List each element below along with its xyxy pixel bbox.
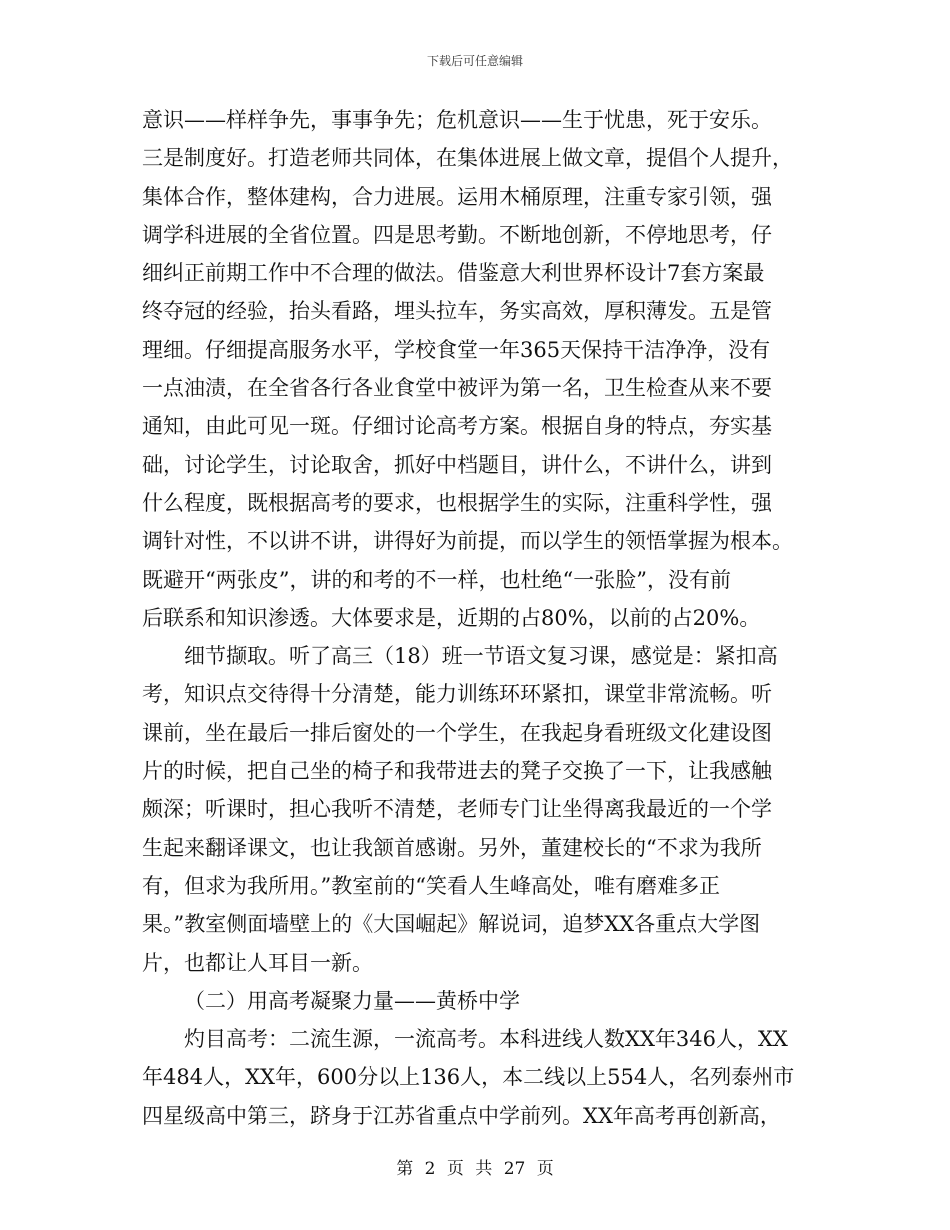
text-line: 意识——样样争先，事事争先；危机意识——生于忧患，死于安乐。	[142, 108, 772, 132]
text-line: 四星级高中第三，跻身于江苏省重点中学前列。XX年高考再创新高，	[142, 1103, 781, 1128]
text-line: 细纠正前期工作中不合理的做法。借鉴意大利世界杯设计7套方案最	[142, 261, 765, 286]
text-line: 年484人，XX年，600分以上136人，本二线以上554人，名列泰州市	[142, 1065, 795, 1090]
page-header: 下载后可任意编辑	[426, 54, 523, 68]
text-line: 三是制度好。打造老师共同体，在集体进展上做文章，提倡个人提升，	[142, 146, 793, 171]
page-number-footer: 第 2 页 共 27 页	[396, 1159, 554, 1179]
text-line: 通知，由此可见一斑。仔细讨论高考方案。根据自身的特点，夯实基	[142, 414, 772, 439]
document-body	[142, 101, 812, 1135]
paragraph-start-line: 灼目高考：二流生源，一流高考。本科进线人数XX年346人，XX	[184, 1027, 788, 1052]
text-line: 理细。仔细提高服务水平，学校食堂一年365天保持干洁净净，没有	[142, 337, 771, 362]
text-line: 调学科进展的全省位置。四是思考勤。不断地创新，不停地思考，仔	[142, 222, 772, 247]
text-line: 考，知识点交待得十分清楚，能力训练环环紧扣，课堂非常流畅。听	[142, 682, 772, 707]
paragraph-start-line: 细节撷取。听了高三（18）班一节语文复习课，感觉是：紧扣高	[184, 644, 778, 669]
text-line: 础，讨论学生，讨论取舍，抓好中档题目，讲什么，不讲什么，讲到	[142, 452, 772, 477]
text-line: 果。”教室侧面墙壁上的《大国崛起》解说词，追梦XX各重点大学图	[142, 912, 761, 937]
text-line: 片，也都让人耳目一新。	[142, 950, 373, 975]
text-line: 一点油渍，在全省各行各业食堂中被评为第一名，卫生检查从来不要	[142, 376, 772, 401]
text-line: 集体合作，整体建构，合力进展。运用木桶原理，注重专家引领，强	[142, 184, 772, 209]
text-line: 有，但求为我所用。”教室前的“笑看人生峰高处，唯有磨难多正	[142, 873, 720, 898]
text-line: 什么程度，既根据高考的要求，也根据学生的实际，注重科学性，强	[142, 490, 772, 515]
text-line: 后联系和知识渗透。大体要求是，近期的占80%，以前的占20%。	[142, 605, 761, 630]
section-heading: （二）用高考凝聚力量——黄桥中学	[184, 988, 520, 1013]
text-line: 终夺冠的经验，抬头看路，埋头拉车，务实高效，厚积薄发。五是管	[142, 299, 772, 324]
text-line: 调针对性，不以讲不讲，讲得好为前提，而以学生的领悟掌握为根本。	[142, 529, 793, 554]
text-line: 颇深；听课时，担心我听不清楚，老师专门让坐得离我最近的一个学	[142, 797, 772, 822]
text-line: 生起来翻译课文，也让我颔首感谢。另外，董建校长的“不求为我所	[142, 835, 762, 860]
text-line: 片的时候，把自己坐的椅子和我带进去的凳子交换了一下，让我感触	[142, 759, 772, 784]
text-line: 课前，坐在最后一排后窗处的一个学生，在我起身看班级文化建设图	[142, 720, 772, 745]
text-line: 既避开“两张皮”，讲的和考的不一样，也杜绝“一张脸”，没有前	[142, 567, 731, 592]
